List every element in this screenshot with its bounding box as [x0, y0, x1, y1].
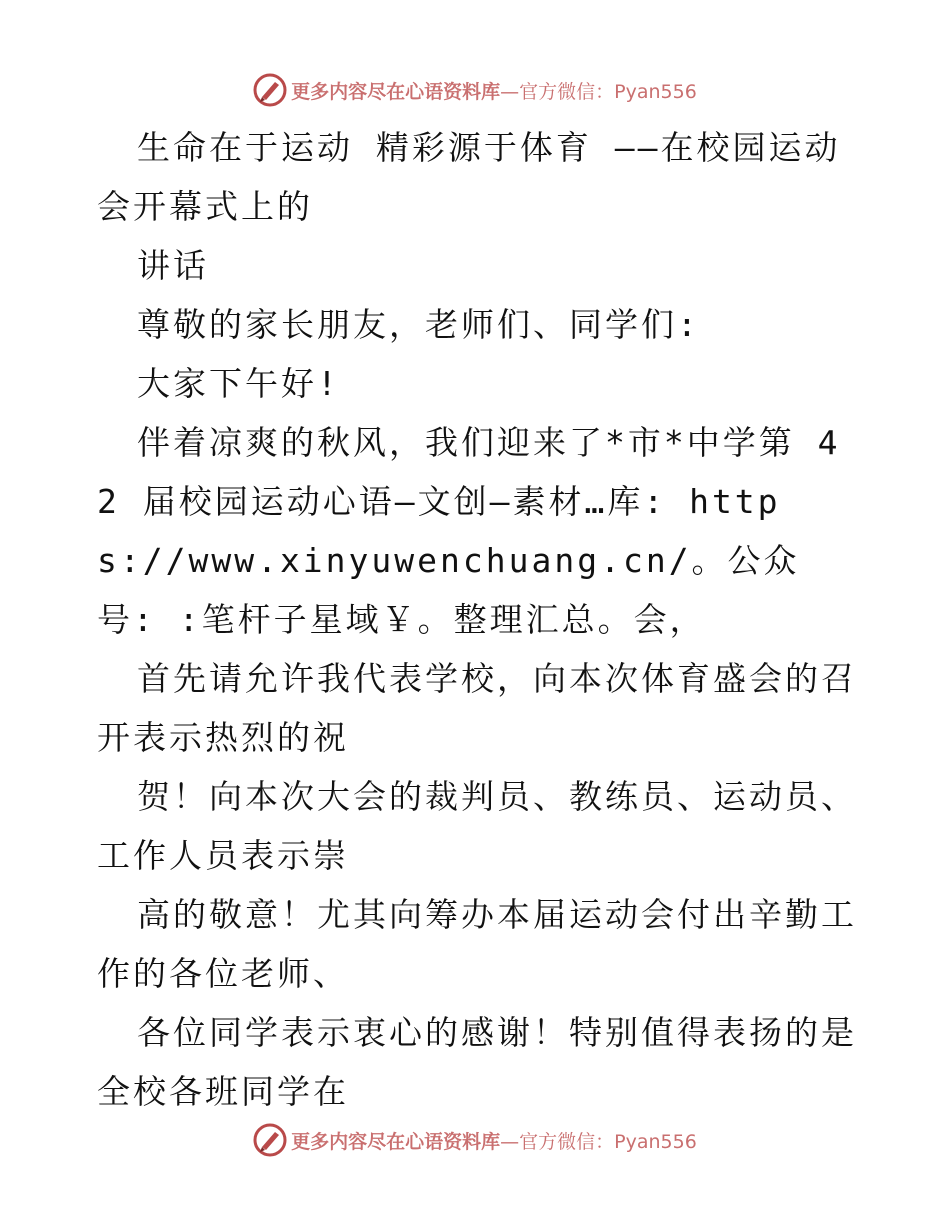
paragraph-congrats: 首先请允许我代表学校，向本次体育盛会的召开表示热烈的祝 [97, 659, 857, 757]
header-banner-content [253, 73, 697, 107]
paragraph-intro: 伴着凉爽的秋风，我们迎来了*市*中学第 42 届校园运动心语—文创—素材…库: https://www.xinyuwenchuang.cn/。公众号: :笔杆子星域￥。整理汇总。会， [97, 423, 841, 639]
paragraph-greeting: 尊敬的家长朋友，老师们、同学们: [137, 305, 700, 344]
pen-logo-icon [253, 73, 287, 107]
paragraph-praise: 各位同学表示衷心的感谢！特别值得表扬的是全校各班同学在 [97, 1013, 857, 1111]
document-body [97, 118, 857, 1121]
paragraph-title: 生命在于运动 精彩源于体育 ——在校园运动会开幕式上的 [97, 128, 841, 226]
paragraph-thanks-teachers: 高的敬意！尤其向筹办本届运动会付出辛勤工作的各位老师、 [97, 895, 857, 993]
footer-banner-title: 更多内容尽在心语资料库 [291, 1130, 501, 1153]
footer-banner [0, 1120, 950, 1160]
paragraph-hello: 大家下午好! [137, 364, 340, 403]
footer-banner-content [253, 1123, 697, 1157]
header-banner-title: 更多内容尽在心语资料库 [291, 80, 501, 103]
paragraph-thanks-staff: 贺！向本次大会的裁判员、教练员、运动员、工作人员表示崇 [97, 777, 857, 875]
footer-banner-wechat: —官方微信：Pyan556 [500, 1130, 697, 1153]
header-banner-wechat: —官方微信：Pyan556 [500, 80, 697, 103]
paragraph-title-cont: 讲话 [137, 246, 209, 285]
pen-logo-icon [253, 1123, 287, 1157]
header-banner [0, 70, 950, 110]
